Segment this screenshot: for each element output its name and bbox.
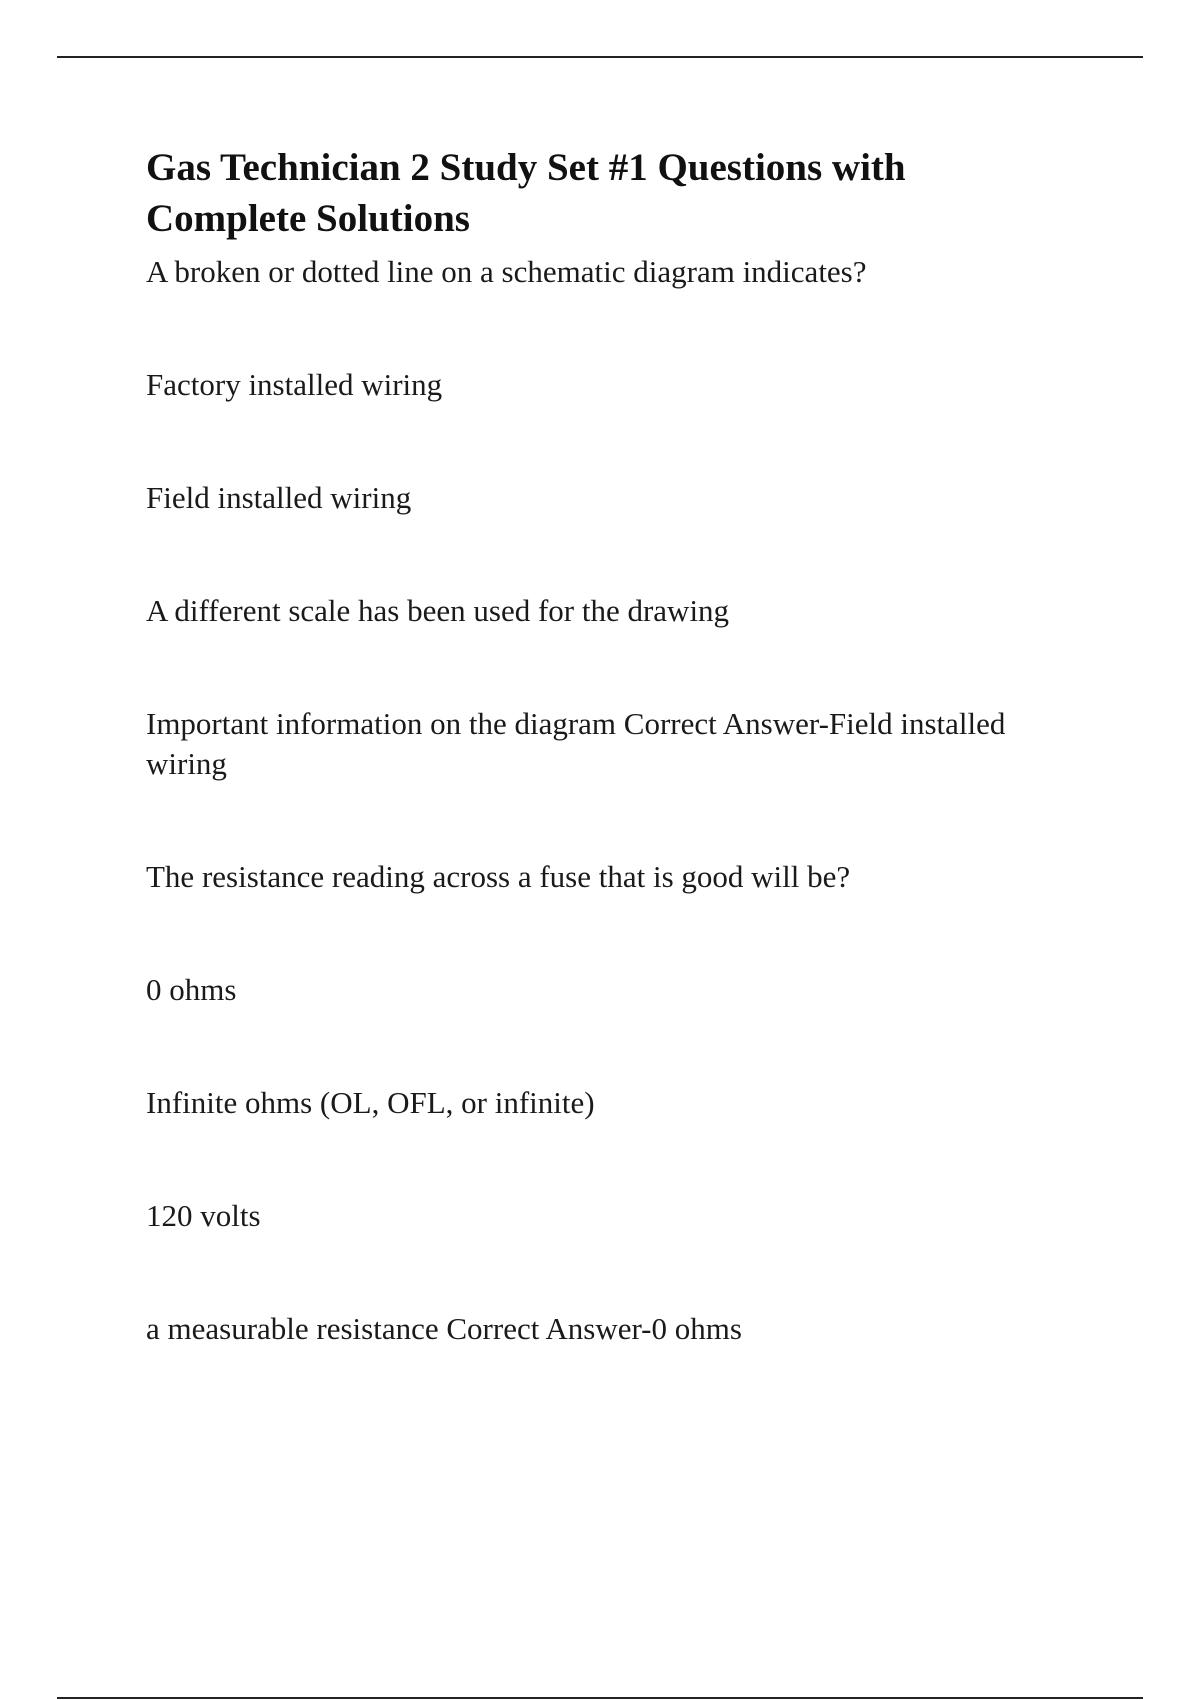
footer-rule	[57, 1697, 1143, 1699]
answer-option: 0 ohms	[146, 972, 237, 1007]
header-rule	[57, 56, 1143, 58]
answer-option: Factory installed wiring	[146, 367, 443, 402]
title-line: Gas Technician 2 Study Set #1 Questions with	[146, 146, 906, 189]
document-title	[146, 142, 1066, 244]
question-text: A broken or dotted line on a schematic diagram indicates?	[146, 254, 867, 289]
answer-option: 120 volts	[146, 1198, 261, 1233]
answer-option-with-correct-answer: a measurable resistance Correct Answer-0 ohms	[146, 1311, 742, 1346]
document-body	[146, 142, 1066, 1349]
answer-option: A different scale has been used for the drawing	[146, 593, 730, 628]
answer-option: Infinite ohms (OL, OFL, or infinite)	[146, 1085, 595, 1120]
answer-option-with-correct-answer: Important information on the diagram Correct Answer-Field installed wiring	[146, 706, 1006, 781]
answer-option: Field installed wiring	[146, 480, 412, 515]
title-line: Complete Solutions	[146, 197, 470, 240]
question-text: The resistance reading across a fuse that is good will be?	[146, 859, 851, 894]
